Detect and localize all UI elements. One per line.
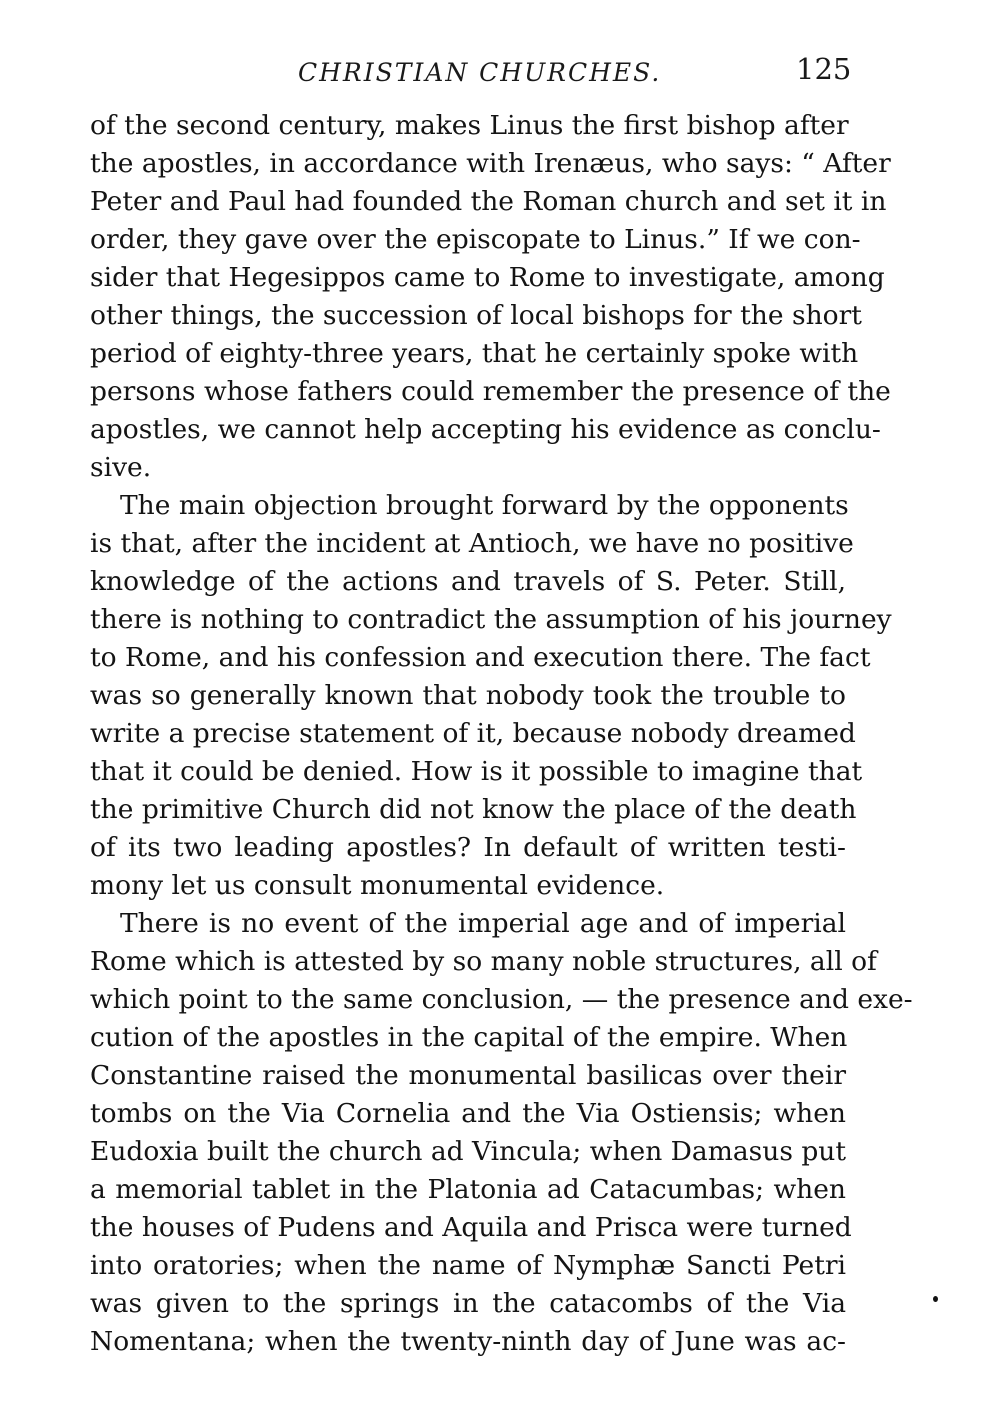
- text-line: Peter and Paul had founded the Roman church and set it in: [90, 186, 887, 217]
- text-line: knowledge of the actions and travels of S. Peter. Still,: [90, 566, 846, 597]
- text-line: Nomentana; when the twenty-ninth day of June was ac-: [90, 1326, 846, 1357]
- text-line: there is nothing to contradict the assumption of his journey: [90, 604, 892, 635]
- text-line: into oratories; when the name of Nymphæ Sancti Petri: [90, 1250, 846, 1281]
- text-line: to Rome, and his confession and execution there. The fact: [90, 642, 871, 673]
- text-line: sive.: [90, 452, 152, 483]
- text-line: was so generally known that nobody took the trouble to: [90, 680, 846, 711]
- text-line: write a precise statement of it, because nobody dreamed: [90, 718, 856, 749]
- text-line: apostles, we cannot help accepting his evidence as conclu-: [90, 414, 881, 445]
- text-line: tombs on the Via Cornelia and the Via Ostiensis; when: [90, 1098, 846, 1129]
- text-line: the apostles, in accordance with Irenæus, who says: “ After: [90, 148, 891, 179]
- text-line: period of eighty-three years, that he certainly spoke with: [90, 338, 859, 369]
- text-line: of its two leading apostles? In default of written testi-: [90, 832, 846, 863]
- text-line: of the second century, makes Linus the first bishop after: [90, 110, 849, 141]
- text-line: other things, the succession of local bishops for the short: [90, 300, 862, 331]
- text-line: a memorial tablet in the Platonia ad Catacumbas; when: [90, 1174, 846, 1205]
- text-line: mony let us consult monumental evidence.: [90, 870, 665, 901]
- text-line: the houses of Pudens and Aquila and Prisca were turned: [90, 1212, 852, 1243]
- text-line: that it could be denied. How is it possible to imagine that: [90, 756, 863, 787]
- text-line: cution of the apostles in the capital of the empire. When: [90, 1022, 848, 1053]
- running-head: CHRISTIAN CHURCHES.: [298, 58, 662, 87]
- text-line: order, they gave over the episcopate to Linus.” If we con-: [90, 224, 861, 255]
- text-line: Constantine raised the monumental basilicas over their: [90, 1060, 846, 1091]
- text-line: The main objection brought forward by the opponents: [120, 490, 849, 521]
- text-line: the primitive Church did not know the place of the death: [90, 794, 857, 825]
- text-line: was given to the springs in the catacombs of the Via: [90, 1288, 846, 1319]
- text-line: which point to the same conclusion, — the presence and exe-: [90, 984, 913, 1015]
- text-line: is that, after the incident at Antioch, we have no positive: [90, 528, 854, 559]
- text-line: persons whose fathers could remember the presence of the: [90, 376, 891, 407]
- page-header: [0, 50, 1000, 90]
- text-line: Eudoxia built the church ad Vincula; when Damasus put: [90, 1136, 847, 1167]
- ink-dot: [933, 1296, 938, 1302]
- text-line: Rome which is attested by so many noble structures, all of: [90, 946, 877, 977]
- text-line: sider that Hegesippos came to Rome to investigate, among: [90, 262, 885, 293]
- text-line: There is no event of the imperial age and of imperial: [120, 908, 846, 939]
- page-number: 125: [796, 52, 852, 86]
